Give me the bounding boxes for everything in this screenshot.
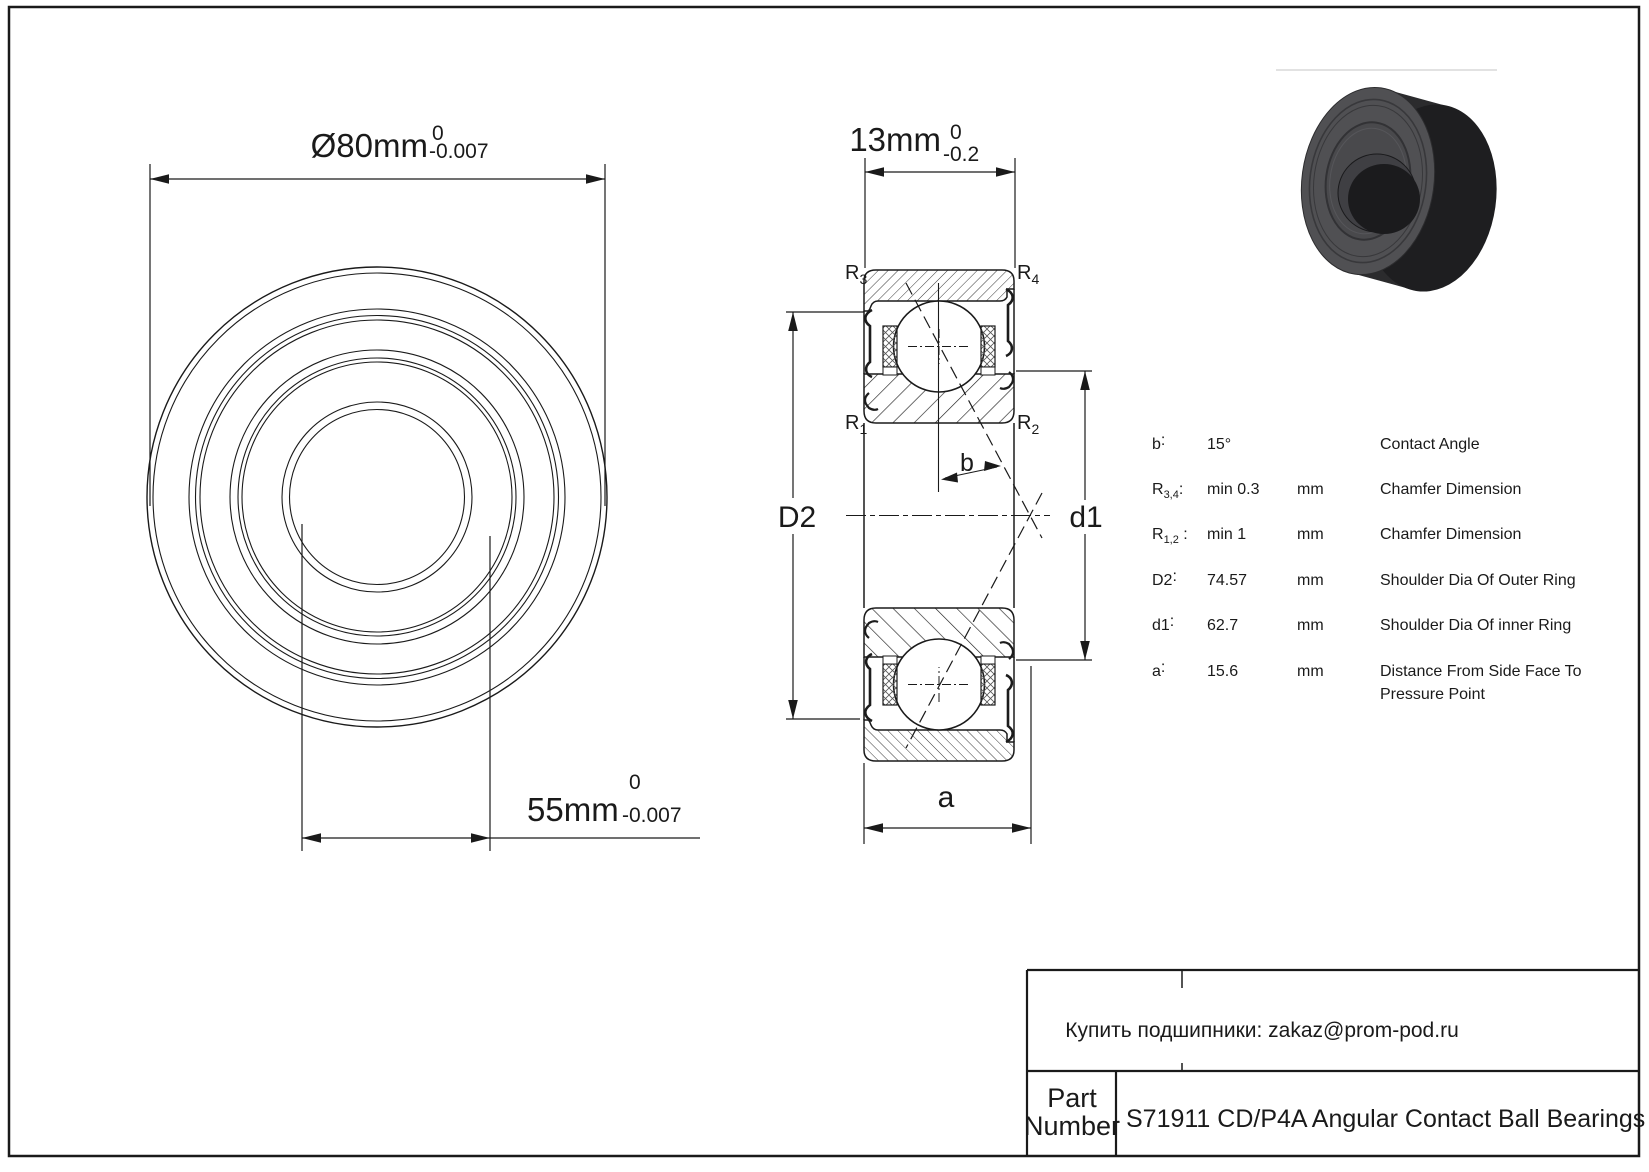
spec-row-unit: mm bbox=[1297, 572, 1324, 589]
outer-diameter-tol-lower: -0.007 bbox=[429, 140, 489, 163]
seal-left bbox=[865, 310, 872, 377]
dim-arrow-up bbox=[1080, 371, 1090, 390]
dim-arrow-left bbox=[864, 823, 883, 833]
spec-row-value: 15.6 bbox=[1207, 663, 1239, 680]
spec-row-label: $R_{1,2}$ : bbox=[1152, 526, 1188, 546]
bore-diameter-dimension bbox=[302, 524, 700, 851]
spec-row-description: Chamfer Dimension bbox=[1380, 481, 1522, 498]
section-view bbox=[778, 121, 1103, 844]
width-text: 13mm bbox=[849, 121, 941, 158]
contact-angle-annotation bbox=[941, 449, 1001, 483]
contact-angle-label: b bbox=[960, 449, 974, 477]
angle-arrow-right bbox=[984, 461, 1001, 471]
dim-arrow-left bbox=[302, 833, 321, 843]
dim-arrow-down bbox=[1080, 641, 1090, 660]
dim-arrow-right bbox=[996, 167, 1015, 177]
seal-groove-right bbox=[981, 367, 995, 375]
spec-row-label: a: bbox=[1152, 659, 1166, 680]
dim-arrow-right bbox=[471, 833, 490, 843]
dim-arrow-right bbox=[1012, 823, 1031, 833]
dim-arrow-down bbox=[788, 700, 798, 719]
dim-arrow-right bbox=[586, 174, 605, 184]
width-dimension bbox=[849, 121, 1015, 268]
bore-diameter-text: 55mm bbox=[527, 791, 619, 828]
spec-row-unit: mm bbox=[1297, 481, 1324, 498]
spec-row-value: 62.7 bbox=[1207, 617, 1239, 634]
spec-row-description: Contact Angle bbox=[1380, 436, 1480, 453]
contact-email-text[interactable]: Купить подшипники: zakaz@prom-pod.ru bbox=[1065, 1019, 1459, 1042]
chamfer-label-r3: $R_3$ bbox=[845, 262, 868, 287]
seal-groove-left bbox=[883, 367, 897, 375]
bore-diameter-tol-upper: 0 bbox=[629, 771, 641, 794]
spec-row-description: Distance From Side Face To bbox=[1380, 663, 1582, 680]
bore-diameter-tol-lower: -0.007 bbox=[622, 804, 682, 827]
a-label: a bbox=[937, 781, 955, 814]
spec-row-label: d1: bbox=[1152, 613, 1175, 634]
angle-arrow-left bbox=[941, 473, 958, 483]
seal-rubber-left bbox=[883, 326, 897, 367]
spec-row-label: b: bbox=[1152, 432, 1166, 453]
chamfer-label-r4: $R_4$ bbox=[1017, 262, 1040, 287]
dim-arrow-up bbox=[788, 312, 798, 331]
spec-row-description: Shoulder Dia Of inner Ring bbox=[1380, 617, 1572, 634]
outer-diameter-tol-upper: 0 bbox=[432, 122, 444, 145]
front-view bbox=[147, 122, 700, 851]
spec-row-unit: mm bbox=[1297, 663, 1324, 680]
part-number-value: S71911 CD/P4A Angular Contact Ball Bearings bbox=[1126, 1105, 1646, 1133]
part-number-label-line1: Part bbox=[1047, 1083, 1097, 1113]
chamfer-label-r1: $R_1$ bbox=[845, 412, 868, 437]
width-tol-lower: -0.2 bbox=[943, 143, 980, 166]
spec-row-description: Chamfer Dimension bbox=[1380, 526, 1522, 543]
width-tol-upper: 0 bbox=[950, 121, 962, 144]
section-bottom-half bbox=[864, 516, 1014, 762]
dim-arrow-left bbox=[150, 174, 169, 184]
d2-label: D2 bbox=[777, 501, 817, 534]
spec-table bbox=[1152, 432, 1582, 703]
d1-label: d1 bbox=[1069, 501, 1103, 534]
bearing-3d-bore-shadow bbox=[1348, 164, 1420, 234]
spec-row-description-line2: Pressure Point bbox=[1380, 686, 1485, 703]
outer-diameter-text: Ø80mm bbox=[310, 127, 428, 164]
spec-row-value: 15° bbox=[1207, 436, 1232, 453]
spec-row-value: min 1 bbox=[1207, 526, 1247, 543]
bearing-3d-render bbox=[1276, 70, 1508, 300]
spec-row-label: D2: bbox=[1152, 568, 1177, 589]
spec-row-unit: mm bbox=[1297, 617, 1324, 634]
footer-title-block bbox=[1024, 970, 1645, 1157]
spec-row-unit: mm bbox=[1297, 526, 1324, 543]
spec-row-value: 74.57 bbox=[1207, 572, 1248, 589]
bearing-front-circles bbox=[147, 267, 607, 727]
seal-right bbox=[1006, 289, 1013, 356]
spec-row-label: $R_{3,4}$: bbox=[1152, 481, 1184, 501]
dim-arrow-left bbox=[865, 167, 884, 177]
outer-diameter-dimension bbox=[150, 122, 605, 506]
part-number-label-line2: Number bbox=[1023, 1111, 1121, 1141]
spec-row-description: Shoulder Dia Of Outer Ring bbox=[1380, 572, 1576, 589]
chamfer-label-r2: $R_2$ bbox=[1017, 412, 1040, 437]
seal-rubber-right bbox=[981, 326, 995, 367]
spec-row-value: min 0.3 bbox=[1207, 481, 1260, 498]
